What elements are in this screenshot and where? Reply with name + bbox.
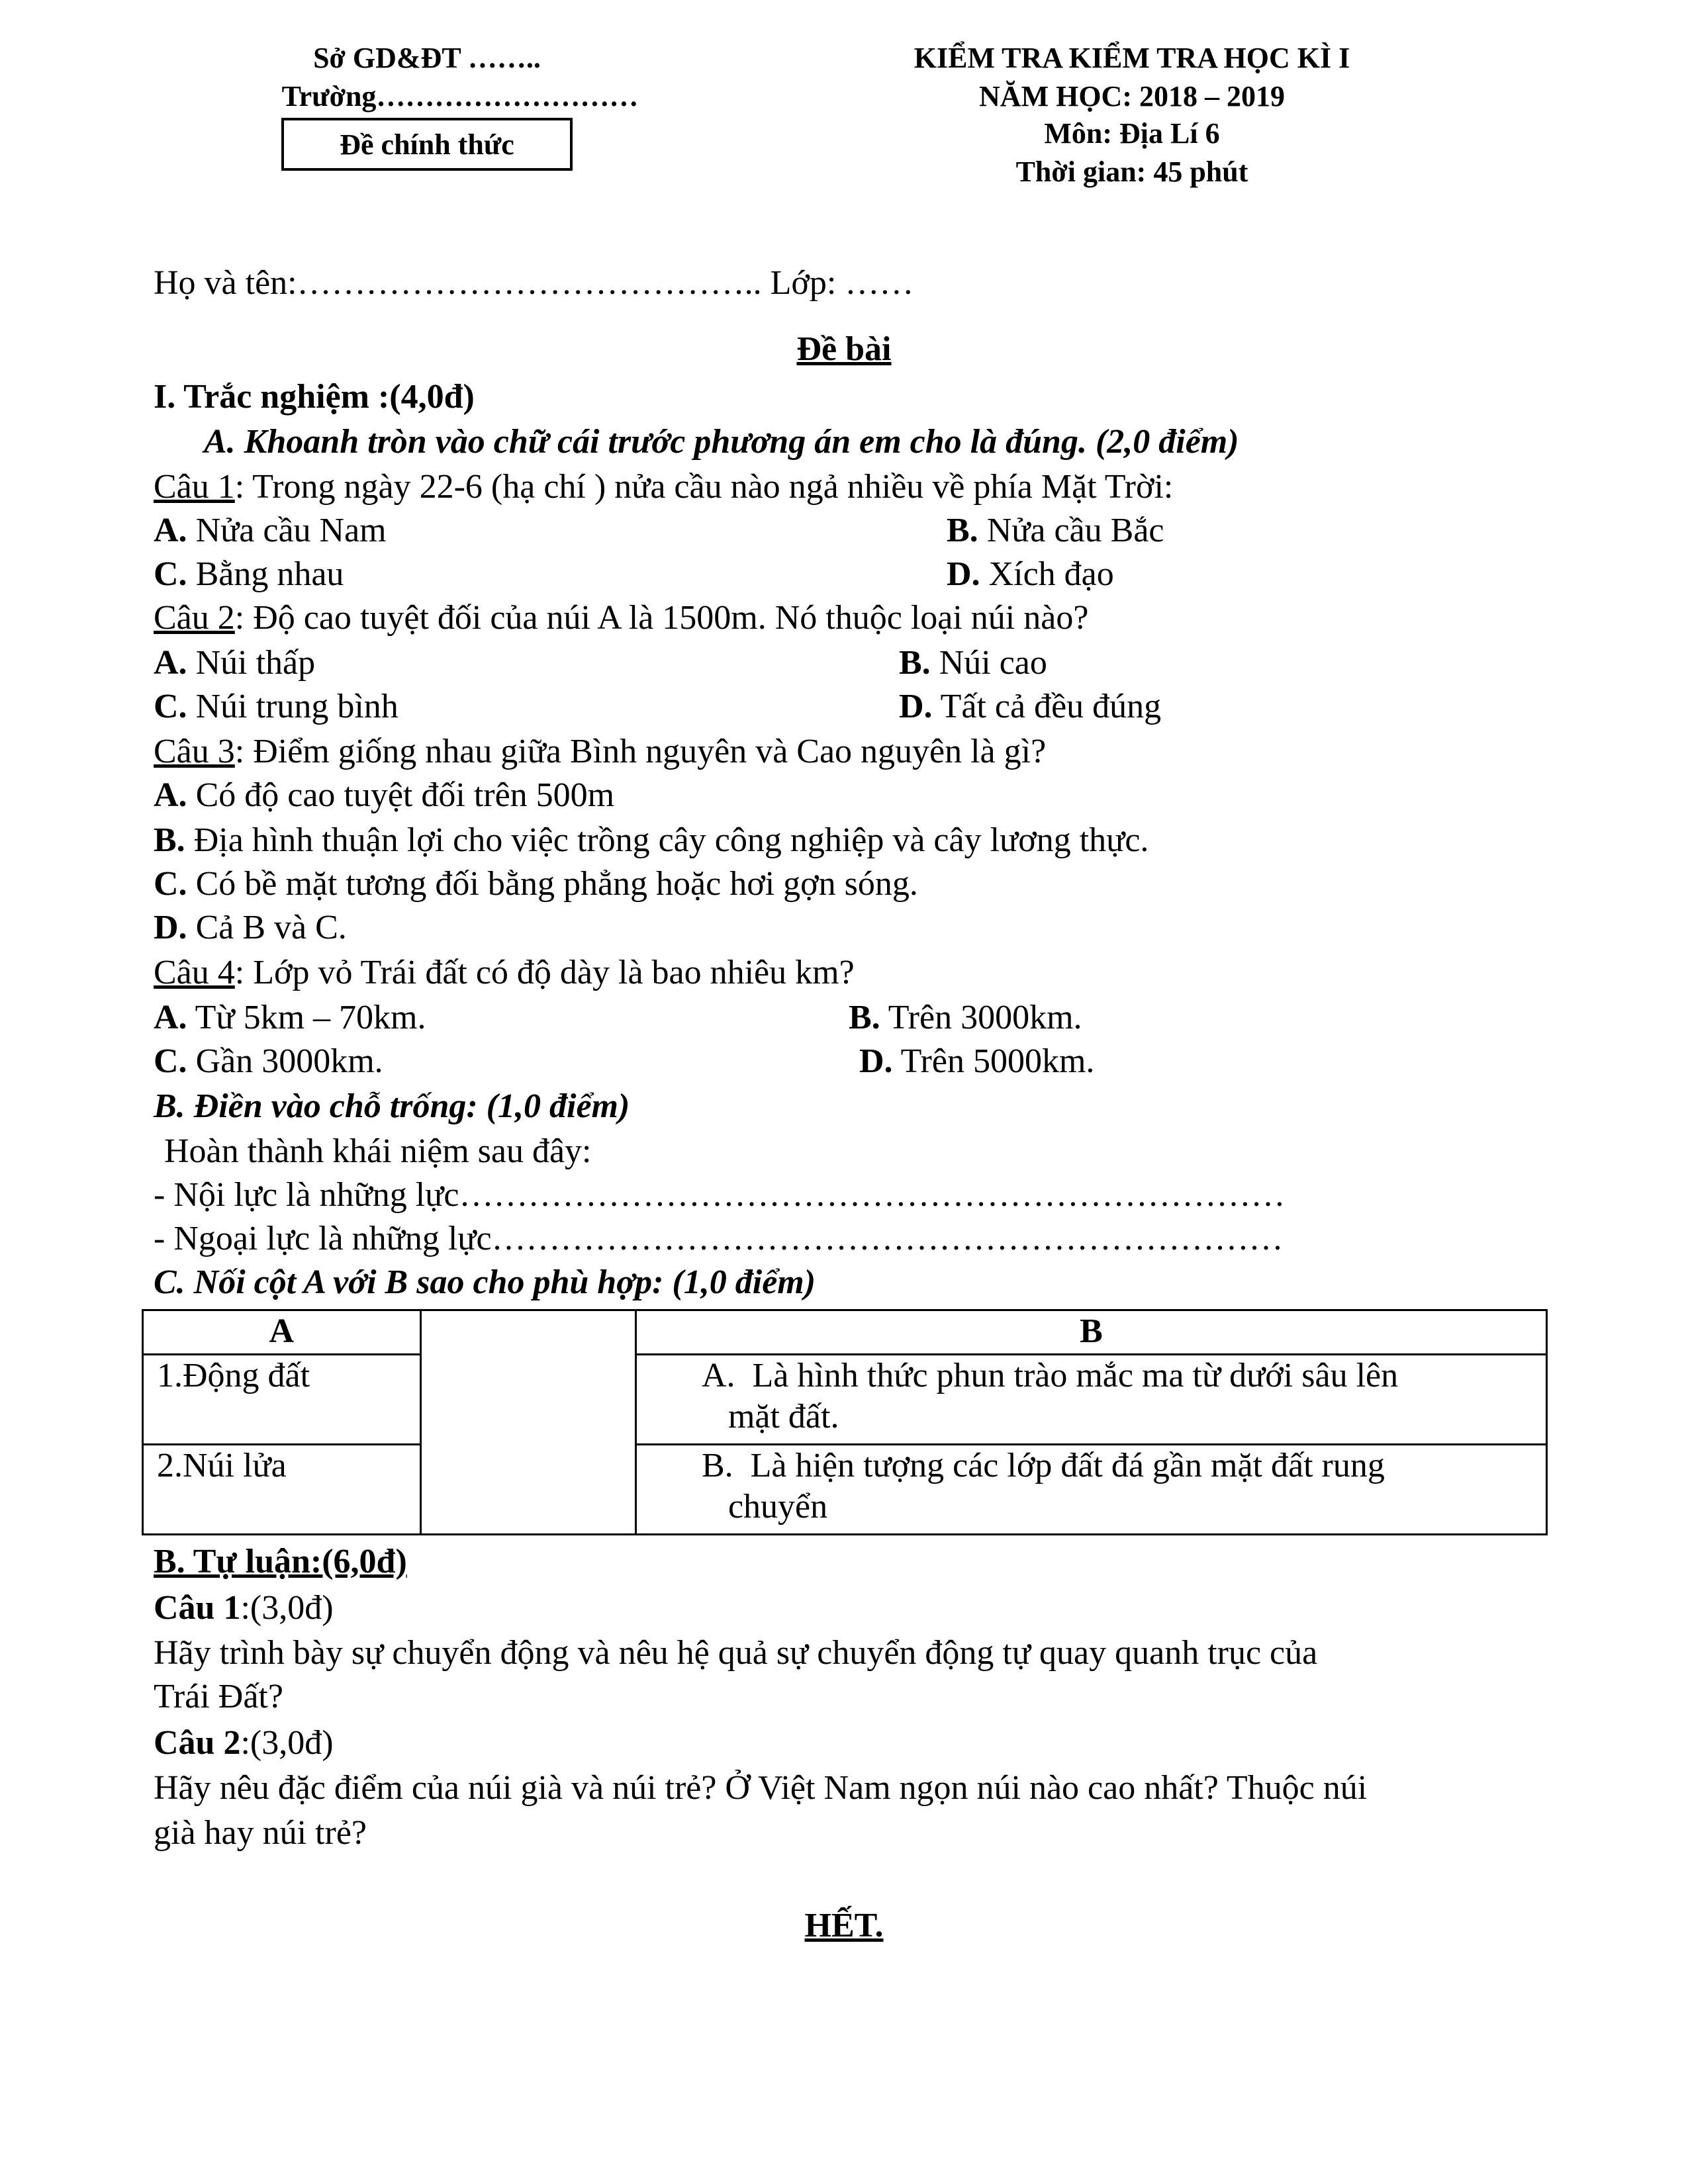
- column-a-header: A: [143, 1310, 421, 1355]
- q4-option-d: D. Trên 5000km.: [859, 1042, 1095, 1080]
- official-label: Đề chính thức: [340, 128, 514, 161]
- essay-question-2-line: Hãy nêu đặc điểm của núi già và núi trẻ? Ở Việt Nam ngọn núi nào cao nhất? Thuộc núi: [154, 1769, 1368, 1807]
- q3-option-c: C. Có bề mặt tương đối bằng phẳng hoặc hơi gợn sóng.: [154, 865, 918, 903]
- q1-option-b: B. Nửa cầu Bắc: [947, 512, 1164, 549]
- question-label: Câu 4: [154, 954, 235, 991]
- q2-option-a: A. Núi thấp: [154, 644, 316, 682]
- column-a-cell: 2.Núi lửa: [143, 1445, 421, 1535]
- table-row: [143, 1355, 1547, 1445]
- subject: Môn: Địa Lí 6: [1044, 117, 1220, 150]
- q1-option-c: C. Bằng nhau: [154, 555, 344, 593]
- duration: Thời gian: 45 phút: [1015, 156, 1248, 188]
- q4-option-b: B. Trên 3000km.: [849, 999, 1082, 1036]
- q2-option-d: D. Tất cả đều đúng: [899, 688, 1162, 725]
- official-exam-box: [281, 118, 573, 171]
- matching-table: [142, 1309, 1548, 1535]
- question-text: : Độ cao tuyệt đối của núi A là 1500m. Nó thuộc loại núi nào?: [234, 599, 1089, 637]
- fill-blank-line-2: - Ngoại lực là những lực……………………………………………………………: [154, 1220, 1284, 1257]
- question-2: [154, 598, 1088, 638]
- department-label: Sở GD&ĐT ……..: [313, 42, 541, 74]
- q4-option-a: A. Từ 5km – 70km.: [154, 999, 426, 1036]
- part1-heading: I. Trắc nghiệm :(4,0đ): [154, 378, 475, 416]
- fill-blank-line-1: - Nội lực là những lực………………………………………………………………: [154, 1176, 1286, 1214]
- q1-option-a: A. Nửa cầu Nam: [154, 512, 387, 549]
- question-text: : Trong ngày 22-6 (hạ chí ) nửa cầu nào ngả nhiều về phía Mặt Trời:: [234, 468, 1174, 506]
- sectionC-heading: C. Nối cột A với B sao cho phù hợp: (1,0 điểm): [154, 1263, 816, 1301]
- question-3: [154, 732, 1046, 772]
- essay-question-1-line: Trái Đất?: [154, 1678, 283, 1715]
- sectionA-heading: A. Khoanh tròn vào chữ cái trước phương án em cho là đúng. (2,0 điểm): [204, 423, 1239, 461]
- end-marker: HẾT.: [804, 1907, 884, 1944]
- q4-option-c: C. Gần 3000km.: [154, 1042, 383, 1080]
- question-label: Câu 2: [154, 599, 235, 637]
- question-text: : Lớp vỏ Trái đất có độ dày là bao nhiêu km?: [234, 954, 855, 991]
- answer-column: [420, 1310, 635, 1535]
- essay-question-1: Câu 1:(3,0đ): [154, 1589, 334, 1627]
- student-name-class-line: Họ và tên:………………………………….. Lớp: ……: [154, 264, 914, 302]
- essay-question-2: Câu 2:(3,0đ): [154, 1724, 334, 1762]
- school-year: NĂM HỌC: 2018 – 2019: [979, 80, 1285, 113]
- q2-option-c: C. Núi trung bình: [154, 688, 399, 725]
- sectionB-heading: B. Điền vào chỗ trống: (1,0 điểm): [154, 1087, 630, 1125]
- question-text: : Điểm giống nhau giữa Bình nguyên và Cao nguyên là gì?: [234, 733, 1047, 770]
- q3-option-a: A. Có độ cao tuyệt đối trên 500m: [154, 776, 615, 814]
- table-row: [143, 1445, 1547, 1535]
- question-1: [154, 467, 1173, 507]
- table-header-row: [143, 1310, 1547, 1355]
- column-b-header: B: [635, 1310, 1546, 1355]
- exam-title: KIỂM TRA KIỂM TRA HỌC KÌ I: [914, 42, 1350, 74]
- column-a-cell: 1.Động đất: [143, 1355, 421, 1445]
- q2-option-b: B. Núi cao: [899, 644, 1047, 682]
- essay-question-1-line: Hãy trình bày sự chuyển động và nêu hệ quả sự chuyển động tự quay quanh trục của: [154, 1634, 1318, 1672]
- sectionB-intro: Hoàn thành khái niệm sau đây:: [164, 1132, 592, 1170]
- essay-question-2-line: già hay núi trẻ?: [154, 1814, 367, 1852]
- q1-option-d: D. Xích đạo: [947, 555, 1114, 593]
- part2-heading: B. Tự luận:(6,0đ): [154, 1543, 407, 1580]
- question-4: [154, 953, 855, 993]
- question-label: Câu 1: [154, 468, 235, 506]
- q3-option-b: B. Địa hình thuận lợi cho việc trồng cây công nghiệp và cây lương thực.: [154, 821, 1149, 859]
- column-b-cell: A. Là hình thức phun trào mắc ma từ dưới sâu lên mặt đất.: [635, 1355, 1546, 1445]
- question-label: Câu 3: [154, 733, 235, 770]
- school-label: Trường………………………: [281, 80, 639, 113]
- q3-option-d: D. Cả B và C.: [154, 909, 347, 946]
- page-title: Đề bài: [796, 330, 892, 368]
- column-b-cell: B. Là hiện tượng các lớp đất đá gần mặt đất rung chuyển: [635, 1445, 1546, 1535]
